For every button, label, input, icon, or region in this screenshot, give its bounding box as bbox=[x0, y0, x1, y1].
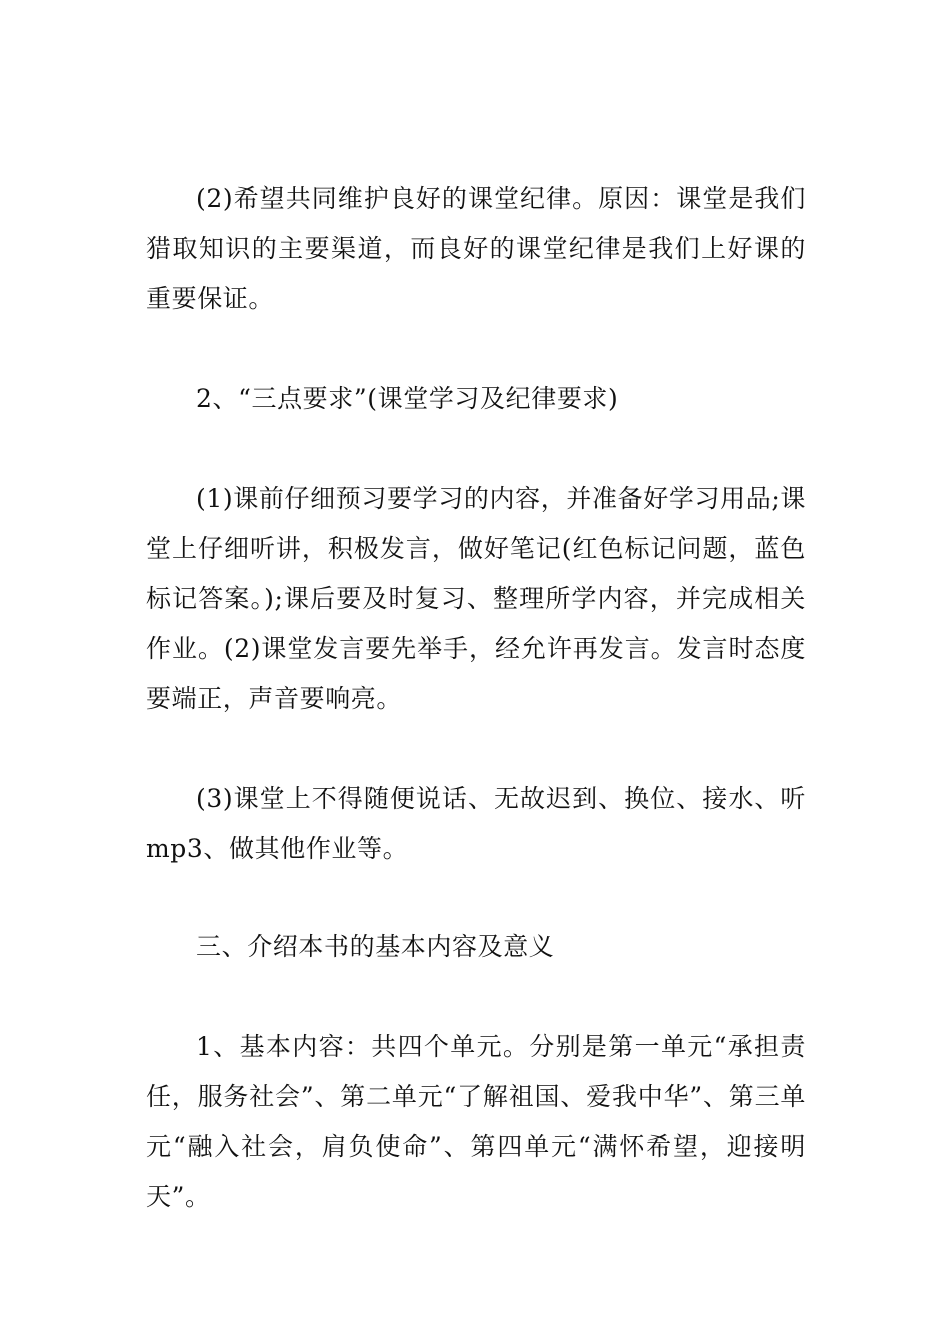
heading-book-introduction: 三、介绍本书的基本内容及意义 bbox=[196, 932, 555, 961]
paragraph-study-requirements: (1)课前仔细预习要学习的内容，并准备好学习用品;课堂上仔细听讲，积极发言，做好笔记(红色标记问题，蓝色标记答案。);课后要及时复习、整理所学内容，并完成相关作业。(2)课堂发言要先举手，经允许再发言。发言时态度要端正，声音要响亮。 bbox=[146, 484, 806, 713]
paragraph-classroom-discipline: (2)希望共同维护良好的课堂纪律。原因：课堂是我们猎取知识的主要渠道，而良好的课堂纪律是我们上好课的重要保证。 bbox=[146, 184, 806, 313]
paragraph-classroom-rules: (3)课堂上不得随便说话、无故迟到、换位、接水、听mp3、做其他作业等。 bbox=[146, 784, 806, 863]
heading-three-requirements: 2、“三点要求”(课堂学习及纪律要求) bbox=[196, 384, 619, 413]
paragraph-basic-content: 1、基本内容：共四个单元。分别是第一单元“承担责任，服务社会”、第二单元“了解祖国、爱我中华”、第三单元“融入社会，肩负使命”、第四单元“满怀希望，迎接明天”。 bbox=[146, 1032, 806, 1211]
